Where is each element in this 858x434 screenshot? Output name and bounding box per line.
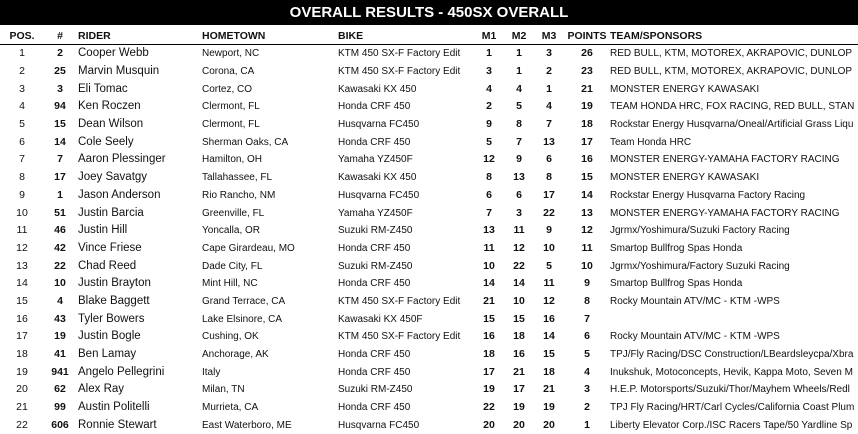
cell-points: 16: [564, 151, 610, 169]
cell-bike: Yamaha YZ450F: [338, 151, 474, 169]
cell-bike: Kawasaki KX 450: [338, 80, 474, 98]
cell-hometown: Newport, NC: [202, 45, 338, 63]
cell-number: 99: [44, 399, 76, 417]
cell-m3: 8: [534, 169, 564, 187]
cell-points: 21: [564, 80, 610, 98]
col-header-m1: M1: [474, 27, 504, 45]
cell-pos: 6: [0, 133, 44, 151]
cell-m2: 14: [504, 275, 534, 293]
table-row: [0, 275, 858, 293]
cell-pos: 13: [0, 257, 44, 275]
col-header-number: #: [44, 27, 76, 45]
cell-m1: 7: [474, 204, 504, 222]
cell-pos: 1: [0, 45, 44, 63]
cell-m1: 22: [474, 399, 504, 417]
cell-pos: 21: [0, 399, 44, 417]
cell-hometown: Grand Terrace, CA: [202, 293, 338, 311]
cell-bike: KTM 450 SX-F Factory Edit: [338, 328, 474, 346]
cell-hometown: Yoncalla, OR: [202, 222, 338, 240]
cell-number: 2: [44, 45, 76, 63]
cell-pos: 4: [0, 98, 44, 116]
cell-m3: 18: [534, 363, 564, 381]
cell-number: 17: [44, 169, 76, 187]
cell-m3: 22: [534, 204, 564, 222]
col-header-m3: M3: [534, 27, 564, 45]
cell-number: 19: [44, 328, 76, 346]
cell-pos: 7: [0, 151, 44, 169]
cell-pos: 19: [0, 363, 44, 381]
cell-pos: 15: [0, 293, 44, 311]
cell-hometown: Corona, CA: [202, 63, 338, 81]
cell-m3: 15: [534, 346, 564, 364]
cell-m2: 3: [504, 204, 534, 222]
cell-pos: 17: [0, 328, 44, 346]
cell-team: Liberty Elevator Corp./ISC Racers Tape/50 Yardline Sp: [610, 416, 858, 434]
cell-m2: 18: [504, 328, 534, 346]
cell-points: 23: [564, 63, 610, 81]
table-row: [0, 222, 858, 240]
cell-m1: 13: [474, 222, 504, 240]
cell-m2: 1: [504, 45, 534, 63]
table-row: [0, 204, 858, 222]
col-header-hometown: HOMETOWN: [202, 27, 338, 45]
cell-bike: Husqvarna FC450: [338, 187, 474, 205]
cell-rider: Justin Brayton: [76, 275, 202, 293]
cell-m2: 16: [504, 346, 534, 364]
cell-rider: Justin Barcia: [76, 204, 202, 222]
cell-points: 5: [564, 346, 610, 364]
cell-team: [610, 310, 858, 328]
cell-m2: 9: [504, 151, 534, 169]
cell-team: MONSTER ENERGY-YAMAHA FACTORY RACING: [610, 204, 858, 222]
cell-m2: 1: [504, 63, 534, 81]
cell-m3: 11: [534, 275, 564, 293]
cell-number: 51: [44, 204, 76, 222]
cell-m3: 3: [534, 45, 564, 63]
cell-m3: 9: [534, 222, 564, 240]
cell-pos: 9: [0, 187, 44, 205]
cell-m1: 21: [474, 293, 504, 311]
cell-number: 46: [44, 222, 76, 240]
cell-hometown: Milan, TN: [202, 381, 338, 399]
cell-m3: 17: [534, 187, 564, 205]
cell-points: 12: [564, 222, 610, 240]
table-row: [0, 45, 858, 63]
cell-number: 3: [44, 80, 76, 98]
cell-hometown: Lake Elsinore, CA: [202, 310, 338, 328]
cell-m2: 7: [504, 133, 534, 151]
table-row: [0, 187, 858, 205]
cell-hometown: East Waterboro, ME: [202, 416, 338, 434]
cell-pos: 16: [0, 310, 44, 328]
cell-m2: 12: [504, 240, 534, 258]
cell-points: 7: [564, 310, 610, 328]
cell-pos: 8: [0, 169, 44, 187]
cell-pos: 3: [0, 80, 44, 98]
cell-points: 1: [564, 416, 610, 434]
table-row: [0, 80, 858, 98]
cell-m2: 19: [504, 399, 534, 417]
cell-m2: 15: [504, 310, 534, 328]
cell-points: 4: [564, 363, 610, 381]
cell-bike: Honda CRF 450: [338, 363, 474, 381]
cell-points: 8: [564, 293, 610, 311]
results-header: [0, 27, 858, 45]
cell-number: 15: [44, 116, 76, 134]
cell-bike: Suzuki RM-Z450: [338, 222, 474, 240]
table-row: [0, 257, 858, 275]
cell-m1: 2: [474, 98, 504, 116]
col-header-rider: RIDER: [76, 27, 202, 45]
table-row: [0, 133, 858, 151]
results-table: [0, 27, 858, 434]
cell-rider: Justin Bogle: [76, 328, 202, 346]
cell-bike: Kawasaki KX 450: [338, 169, 474, 187]
cell-m2: 4: [504, 80, 534, 98]
cell-team: RED BULL, KTM, MOTOREX, AKRAPOVIC, DUNLOP: [610, 45, 858, 63]
col-header-pos: POS.: [0, 27, 44, 45]
cell-number: 4: [44, 293, 76, 311]
cell-m1: 15: [474, 310, 504, 328]
table-row: [0, 363, 858, 381]
cell-pos: 14: [0, 275, 44, 293]
cell-m3: 16: [534, 310, 564, 328]
col-header-bike: BIKE: [338, 27, 474, 45]
cell-m2: 8: [504, 116, 534, 134]
cell-points: 15: [564, 169, 610, 187]
cell-hometown: Tallahassee, FL: [202, 169, 338, 187]
cell-number: 25: [44, 63, 76, 81]
cell-m1: 11: [474, 240, 504, 258]
cell-team: H.E.P. Motorsports/Suzuki/Thor/Mayhem Wheels/Redl: [610, 381, 858, 399]
table-row: [0, 381, 858, 399]
cell-number: 41: [44, 346, 76, 364]
cell-bike: Honda CRF 450: [338, 399, 474, 417]
cell-m2: 5: [504, 98, 534, 116]
cell-number: 7: [44, 151, 76, 169]
cell-bike: KTM 450 SX-F Factory Edit: [338, 63, 474, 81]
cell-bike: Kawasaki KX 450F: [338, 310, 474, 328]
cell-points: 10: [564, 257, 610, 275]
cell-m1: 19: [474, 381, 504, 399]
cell-team: Rockstar Energy Husqvarna Factory Racing: [610, 187, 858, 205]
cell-m2: 22: [504, 257, 534, 275]
cell-m3: 13: [534, 133, 564, 151]
cell-team: Smartop Bullfrog Spas Honda: [610, 275, 858, 293]
cell-team: Smartop Bullfrog Spas Honda: [610, 240, 858, 258]
cell-rider: Austin Politelli: [76, 399, 202, 417]
cell-bike: Yamaha YZ450F: [338, 204, 474, 222]
cell-points: 11: [564, 240, 610, 258]
cell-number: 42: [44, 240, 76, 258]
cell-bike: Honda CRF 450: [338, 133, 474, 151]
cell-m2: 6: [504, 187, 534, 205]
cell-rider: Blake Baggett: [76, 293, 202, 311]
table-row: [0, 116, 858, 134]
cell-m3: 7: [534, 116, 564, 134]
cell-hometown: Murrieta, CA: [202, 399, 338, 417]
cell-hometown: Mint Hill, NC: [202, 275, 338, 293]
cell-m1: 9: [474, 116, 504, 134]
cell-bike: Husqvarna FC450: [338, 116, 474, 134]
cell-bike: KTM 450 SX-F Factory Edit: [338, 293, 474, 311]
cell-points: 6: [564, 328, 610, 346]
cell-rider: Ken Roczen: [76, 98, 202, 116]
cell-team: MONSTER ENERGY-YAMAHA FACTORY RACING: [610, 151, 858, 169]
cell-bike: Honda CRF 450: [338, 275, 474, 293]
cell-hometown: Clermont, FL: [202, 116, 338, 134]
cell-rider: Alex Ray: [76, 381, 202, 399]
cell-m3: 6: [534, 151, 564, 169]
cell-hometown: Clermont, FL: [202, 98, 338, 116]
cell-hometown: Anchorage, AK: [202, 346, 338, 364]
cell-number: 94: [44, 98, 76, 116]
cell-points: 26: [564, 45, 610, 63]
cell-team: TPJ Fly Racing/HRT/Carl Cycles/California Coast Plum: [610, 399, 858, 417]
cell-m3: 10: [534, 240, 564, 258]
cell-m1: 1: [474, 45, 504, 63]
cell-m3: 21: [534, 381, 564, 399]
cell-m3: 1: [534, 80, 564, 98]
cell-number: 62: [44, 381, 76, 399]
cell-bike: Suzuki RM-Z450: [338, 381, 474, 399]
cell-bike: KTM 450 SX-F Factory Edit: [338, 45, 474, 63]
table-row: [0, 169, 858, 187]
cell-m1: 10: [474, 257, 504, 275]
cell-team: RED BULL, KTM, MOTOREX, AKRAPOVIC, DUNLOP: [610, 63, 858, 81]
table-row: [0, 293, 858, 311]
cell-m1: 12: [474, 151, 504, 169]
cell-m1: 17: [474, 363, 504, 381]
cell-m3: 5: [534, 257, 564, 275]
cell-rider: Joey Savatgy: [76, 169, 202, 187]
cell-m2: 20: [504, 416, 534, 434]
cell-m1: 14: [474, 275, 504, 293]
cell-points: 18: [564, 116, 610, 134]
table-row: [0, 346, 858, 364]
table-row: [0, 240, 858, 258]
cell-rider: Marvin Musquin: [76, 63, 202, 81]
cell-number: 941: [44, 363, 76, 381]
cell-m3: 12: [534, 293, 564, 311]
table-row: [0, 98, 858, 116]
col-header-points: POINTS: [564, 27, 610, 45]
cell-m2: 17: [504, 381, 534, 399]
cell-m1: 8: [474, 169, 504, 187]
cell-points: 14: [564, 187, 610, 205]
table-row: [0, 328, 858, 346]
cell-m2: 11: [504, 222, 534, 240]
table-row: [0, 151, 858, 169]
cell-m2: 10: [504, 293, 534, 311]
cell-team: Team Honda HRC: [610, 133, 858, 151]
cell-number: 22: [44, 257, 76, 275]
table-row: [0, 310, 858, 328]
col-header-m2: M2: [504, 27, 534, 45]
cell-rider: Vince Friese: [76, 240, 202, 258]
cell-rider: Justin Hill: [76, 222, 202, 240]
table-row: [0, 416, 858, 434]
cell-team: MONSTER ENERGY KAWASAKI: [610, 169, 858, 187]
cell-m2: 21: [504, 363, 534, 381]
cell-hometown: Cape Girardeau, MO: [202, 240, 338, 258]
cell-m1: 6: [474, 187, 504, 205]
cell-m3: 19: [534, 399, 564, 417]
cell-rider: Chad Reed: [76, 257, 202, 275]
cell-points: 2: [564, 399, 610, 417]
cell-team: Jgrmx/Yoshimura/Suzuki Factory Racing: [610, 222, 858, 240]
col-header-team: TEAM/SPONSORS: [610, 27, 858, 45]
cell-bike: Honda CRF 450: [338, 240, 474, 258]
cell-pos: 11: [0, 222, 44, 240]
results-body: [0, 45, 858, 434]
cell-rider: Ben Lamay: [76, 346, 202, 364]
cell-rider: Aaron Plessinger: [76, 151, 202, 169]
cell-rider: Ronnie Stewart: [76, 416, 202, 434]
cell-m1: 20: [474, 416, 504, 434]
table-row: [0, 399, 858, 417]
cell-rider: Tyler Bowers: [76, 310, 202, 328]
cell-m1: 3: [474, 63, 504, 81]
cell-team: Rocky Mountain ATV/MC - KTM -WPS: [610, 328, 858, 346]
cell-m1: 18: [474, 346, 504, 364]
cell-hometown: Cushing, OK: [202, 328, 338, 346]
cell-pos: 22: [0, 416, 44, 434]
cell-rider: Eli Tomac: [76, 80, 202, 98]
cell-m1: 5: [474, 133, 504, 151]
cell-hometown: Rio Rancho, NM: [202, 187, 338, 205]
cell-bike: Suzuki RM-Z450: [338, 257, 474, 275]
cell-team: Jgrmx/Yoshimura/Factory Suzuki Racing: [610, 257, 858, 275]
cell-m1: 4: [474, 80, 504, 98]
cell-hometown: Cortez, CO: [202, 80, 338, 98]
cell-m3: 4: [534, 98, 564, 116]
cell-m1: 16: [474, 328, 504, 346]
cell-rider: Angelo Pellegrini: [76, 363, 202, 381]
cell-hometown: Hamilton, OH: [202, 151, 338, 169]
cell-hometown: Italy: [202, 363, 338, 381]
cell-pos: 2: [0, 63, 44, 81]
cell-bike: Honda CRF 450: [338, 98, 474, 116]
cell-hometown: Sherman Oaks, CA: [202, 133, 338, 151]
cell-pos: 10: [0, 204, 44, 222]
cell-rider: Cooper Webb: [76, 45, 202, 63]
cell-hometown: Dade City, FL: [202, 257, 338, 275]
cell-points: 3: [564, 381, 610, 399]
cell-number: 606: [44, 416, 76, 434]
cell-team: Inukshuk, Motoconcepts, Hevik, Kappa Moto, Seven M: [610, 363, 858, 381]
cell-number: 10: [44, 275, 76, 293]
cell-points: 9: [564, 275, 610, 293]
cell-pos: 5: [0, 116, 44, 134]
cell-team: Rocky Mountain ATV/MC - KTM -WPS: [610, 293, 858, 311]
cell-number: 14: [44, 133, 76, 151]
cell-pos: 20: [0, 381, 44, 399]
cell-m3: 14: [534, 328, 564, 346]
cell-pos: 12: [0, 240, 44, 258]
cell-m2: 13: [504, 169, 534, 187]
cell-team: TEAM HONDA HRC, FOX RACING, RED BULL, STAN: [610, 98, 858, 116]
cell-m3: 20: [534, 416, 564, 434]
cell-m3: 2: [534, 63, 564, 81]
cell-hometown: Greenville, FL: [202, 204, 338, 222]
cell-team: TPJ/Fly Racing/DSC Construction/LBeardsleycpa/Xbra: [610, 346, 858, 364]
table-row: [0, 63, 858, 81]
cell-points: 17: [564, 133, 610, 151]
cell-bike: Honda CRF 450: [338, 346, 474, 364]
cell-team: Rockstar Energy Husqvarna/Oneal/Artificial Grass Liqu: [610, 116, 858, 134]
cell-points: 19: [564, 98, 610, 116]
cell-bike: Husqvarna FC450: [338, 416, 474, 434]
cell-rider: Jason Anderson: [76, 187, 202, 205]
cell-rider: Dean Wilson: [76, 116, 202, 134]
results-title: OVERALL RESULTS - 450SX OVERALL: [0, 0, 858, 25]
cell-points: 13: [564, 204, 610, 222]
cell-team: MONSTER ENERGY KAWASAKI: [610, 80, 858, 98]
cell-rider: Cole Seely: [76, 133, 202, 151]
cell-number: 43: [44, 310, 76, 328]
cell-pos: 18: [0, 346, 44, 364]
cell-number: 1: [44, 187, 76, 205]
